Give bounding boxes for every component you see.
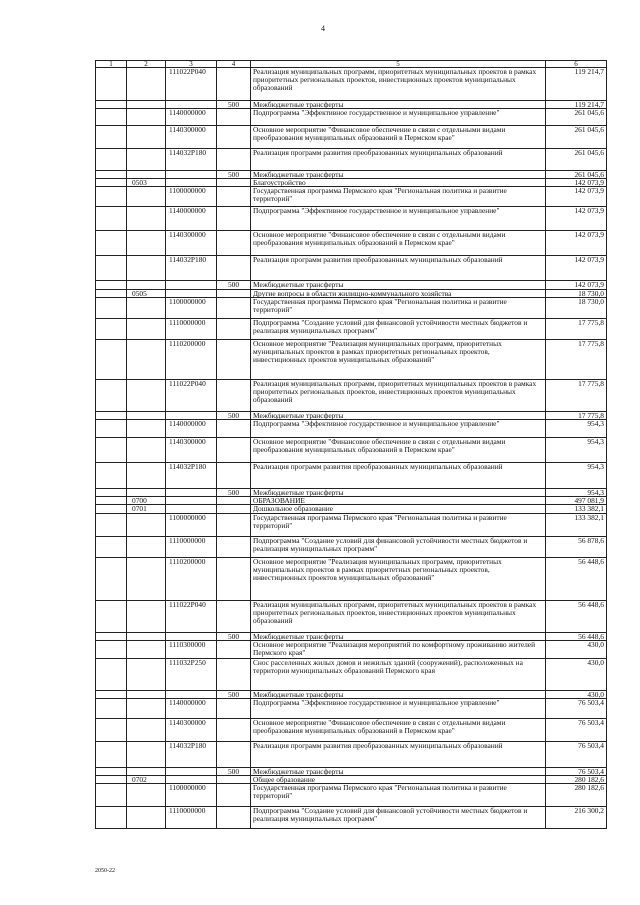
cell-section-code (127, 281, 166, 289)
cell-col1 (96, 691, 127, 698)
table-row (96, 659, 607, 691)
cell-amount: 56 448,6 (546, 558, 607, 600)
cell-expense-type (217, 558, 251, 600)
cell-target-code (166, 281, 217, 289)
cell-col1 (96, 290, 127, 297)
cell-col1 (96, 537, 127, 557)
cell-name: Реализация программ развития преобразованных муниципальных образований (251, 463, 546, 488)
table-row (96, 558, 607, 601)
cell-target-code: 1100000000 (166, 298, 217, 318)
cell-name: Межбюджетные трансферты (251, 412, 546, 419)
table-row (96, 412, 607, 420)
cell-name: Государственная программа Пермского края "Региональная политика и развитие территорий" (251, 187, 546, 206)
cell-col1 (96, 412, 127, 419)
cell-target-code: 1100000000 (166, 784, 217, 806)
cell-section-code (127, 340, 166, 379)
cell-expense-type (217, 784, 251, 806)
cell-amount: 17 775,8 (546, 319, 607, 339)
cell-expense-type (217, 659, 251, 690)
cell-section-code (127, 641, 166, 658)
cell-section-code (127, 109, 166, 125)
cell-col1 (96, 558, 127, 600)
cell-amount: 56 878,6 (546, 537, 607, 557)
cell-target-code: 1140000000 (166, 699, 217, 718)
cell-section-code (127, 784, 166, 806)
table-row (96, 699, 607, 719)
cell-section-code (127, 719, 166, 741)
cell-expense-type (217, 109, 251, 125)
table-row (96, 149, 607, 171)
cell-col1 (96, 489, 127, 496)
table-row (96, 256, 607, 281)
cell-name: Основное мероприятие "Финансовое обеспечение в связи с отдельными видами преобразования муниципальных образований в Пермском крае" (251, 231, 546, 255)
cell-target-code: 1110000000 (166, 807, 217, 828)
cell-col1 (96, 171, 127, 178)
table-row (96, 489, 607, 497)
cell-col1 (96, 505, 127, 513)
cell-target-code (166, 691, 217, 698)
cell-amount: 119 214,7 (546, 101, 607, 108)
cell-name: Подпрограмма "Эффективное государственное и муниципальное управление" (251, 109, 546, 125)
cell-section-code (127, 699, 166, 718)
cell-amount: 76 503,4 (546, 699, 607, 718)
cell-expense-type (217, 126, 251, 148)
cell-target-code: 1140300000 (166, 231, 217, 255)
cell-col1 (96, 438, 127, 462)
table-row (96, 319, 607, 340)
cell-section-code (127, 380, 166, 411)
cell-amount: 142 073,9 (546, 231, 607, 255)
column-number-4: 4 (217, 61, 251, 67)
cell-col1 (96, 149, 127, 170)
cell-col1 (96, 126, 127, 148)
cell-name: Подпрограмма "Создание условий для финансовой устойчивости местных бюджетов и реализация муниципальных программ" (251, 537, 546, 557)
cell-expense-type (217, 380, 251, 411)
cell-expense-type: 500 (217, 171, 251, 178)
cell-target-code: 111022P040 (166, 601, 217, 632)
table-row (96, 290, 607, 298)
cell-expense-type: 500 (217, 633, 251, 640)
cell-amount: 280 182,6 (546, 776, 607, 783)
cell-expense-type (217, 537, 251, 557)
cell-section-code (127, 514, 166, 536)
cell-target-code (166, 412, 217, 419)
cell-target-code: 1110200000 (166, 340, 217, 379)
table-row (96, 126, 607, 149)
table-row (96, 171, 607, 179)
cell-section-code (127, 68, 166, 100)
budget-table (95, 60, 607, 829)
cell-name: Межбюджетные трансферты (251, 281, 546, 289)
cell-name: Межбюджетные трансферты (251, 633, 546, 640)
table-row (96, 691, 607, 699)
cell-amount: 56 448,6 (546, 601, 607, 632)
cell-expense-type (217, 601, 251, 632)
column-number-5: 5 (251, 61, 546, 67)
cell-name: Реализация муниципальных программ, приоритетных муниципальных проектов в рамках приоритетных региональных проектов, инвестиционных проектов муниципальных образований (251, 601, 546, 632)
cell-name: Межбюджетные трансферты (251, 489, 546, 496)
cell-name: Государственная программа Пермского края "Региональная политика и развитие территорий" (251, 514, 546, 536)
table-row (96, 463, 607, 489)
cell-col1 (96, 633, 127, 640)
cell-target-code: 114032P180 (166, 463, 217, 488)
cell-col1 (96, 641, 127, 658)
cell-expense-type (217, 187, 251, 206)
table-row (96, 719, 607, 742)
cell-amount: 261 045,6 (546, 109, 607, 125)
cell-col1 (96, 776, 127, 783)
cell-target-code: 1140300000 (166, 719, 217, 741)
cell-section-code (127, 171, 166, 178)
cell-target-code (166, 179, 217, 186)
cell-expense-type (217, 340, 251, 379)
table-row (96, 497, 607, 505)
cell-target-code: 114032P180 (166, 149, 217, 170)
table-row (96, 742, 607, 768)
cell-name: Подпрограмма "Эффективное государственное и муниципальное управление" (251, 420, 546, 437)
table-row (96, 179, 607, 187)
cell-target-code: 1100000000 (166, 187, 217, 206)
cell-target-code (166, 101, 217, 108)
cell-section-code (127, 319, 166, 339)
cell-amount: 430,0 (546, 641, 607, 658)
cell-target-code (166, 633, 217, 640)
cell-name: Подпрограмма "Создание условий для финансовой устойчивости местных бюджетов и реализация муниципальных программ" (251, 319, 546, 339)
cell-col1 (96, 463, 127, 488)
cell-amount: 142 073,9 (546, 179, 607, 186)
cell-expense-type (217, 298, 251, 318)
table-row (96, 641, 607, 659)
cell-amount: 954,3 (546, 420, 607, 437)
table-row (96, 438, 607, 463)
cell-target-code (166, 768, 217, 775)
cell-section-code (127, 231, 166, 255)
table-row (96, 776, 607, 784)
cell-col1 (96, 298, 127, 318)
cell-name: Основное мероприятие "Реализация муниципальных программ, приоритетных муниципальных проектов в рамках приоритетных региональных проектов, инвестиционных проектов муниципальных образований" (251, 340, 546, 379)
cell-section-code: 0505 (127, 290, 166, 297)
cell-col1 (96, 281, 127, 289)
cell-col1 (96, 807, 127, 828)
cell-target-code (166, 290, 217, 297)
column-number-2: 2 (127, 61, 166, 67)
table-row (96, 207, 607, 231)
cell-name: Реализация программ развития преобразованных муниципальных образований (251, 256, 546, 280)
cell-name: Основное мероприятие "Реализация мероприятий по комфортному проживанию жителей Пермского края" (251, 641, 546, 658)
column-number-3: 3 (166, 61, 217, 67)
cell-col1 (96, 68, 127, 100)
table-row (96, 514, 607, 537)
cell-expense-type: 500 (217, 489, 251, 496)
cell-name: Реализация муниципальных программ, приоритетных муниципальных проектов в рамках приоритетных региональных проектов, инвестиционных проектов муниципальных образований (251, 380, 546, 411)
cell-col1 (96, 179, 127, 186)
cell-amount: 18 730,0 (546, 290, 607, 297)
cell-amount: 17 775,8 (546, 412, 607, 419)
cell-expense-type (217, 179, 251, 186)
cell-target-code: 1110000000 (166, 537, 217, 557)
cell-amount: 954,3 (546, 489, 607, 496)
cell-section-code (127, 187, 166, 206)
cell-col1 (96, 659, 127, 690)
table-row (96, 807, 607, 829)
table-row (96, 298, 607, 319)
cell-col1 (96, 514, 127, 536)
cell-expense-type: 500 (217, 281, 251, 289)
cell-name: ОБРАЗОВАНИЕ (251, 497, 546, 504)
cell-amount: 18 730,0 (546, 298, 607, 318)
cell-col1 (96, 187, 127, 206)
cell-target-code: 1140000000 (166, 109, 217, 125)
cell-target-code: 1110300000 (166, 641, 217, 658)
cell-name: Общее образование (251, 776, 546, 783)
cell-amount: 142 073,9 (546, 281, 607, 289)
cell-expense-type: 500 (217, 412, 251, 419)
cell-target-code: 111022P040 (166, 68, 217, 100)
cell-expense-type (217, 807, 251, 828)
cell-name: Реализация муниципальных программ, приоритетных муниципальных проектов в рамках приоритетных региональных проектов, инвестиционных проектов муниципальных образований (251, 68, 546, 100)
cell-col1 (96, 380, 127, 411)
cell-amount: 133 382,1 (546, 505, 607, 513)
cell-target-code (166, 776, 217, 783)
cell-expense-type: 500 (217, 101, 251, 108)
cell-col1 (96, 109, 127, 125)
cell-expense-type (217, 319, 251, 339)
cell-target-code: 111032P250 (166, 659, 217, 690)
cell-target-code: 1140300000 (166, 438, 217, 462)
cell-name: Межбюджетные трансферты (251, 768, 546, 775)
cell-section-code (127, 489, 166, 496)
cell-section-code: 0503 (127, 179, 166, 186)
cell-target-code (166, 497, 217, 504)
cell-col1 (96, 340, 127, 379)
cell-name: Дошкольное образование (251, 505, 546, 513)
table-row (96, 420, 607, 438)
cell-section-code: 0700 (127, 497, 166, 504)
cell-name: Подпрограмма "Создание условий для финансовой устойчивости местных бюджетов и реализация муниципальных программ" (251, 807, 546, 828)
cell-col1 (96, 497, 127, 504)
cell-amount: 56 448,6 (546, 633, 607, 640)
cell-target-code (166, 489, 217, 496)
table-row (96, 633, 607, 641)
cell-section-code (127, 807, 166, 828)
cell-expense-type: 500 (217, 768, 251, 775)
cell-name: Благоустройство (251, 179, 546, 186)
table-row (96, 231, 607, 256)
table-row (96, 340, 607, 380)
cell-name: Межбюджетные трансферты (251, 691, 546, 698)
cell-name: Государственная программа Пермского края "Региональная политика и развитие территорий" (251, 298, 546, 318)
table-row (96, 784, 607, 807)
cell-section-code (127, 298, 166, 318)
cell-name: Снос расселенных жилых домов и нежилых зданий (сооружений), расположенных на территории муниципальных образований Пермского края (251, 659, 546, 690)
cell-col1 (96, 420, 127, 437)
cell-section-code (127, 420, 166, 437)
cell-expense-type (217, 497, 251, 504)
cell-expense-type (217, 505, 251, 513)
cell-section-code (127, 768, 166, 775)
table-row (96, 768, 607, 776)
cell-target-code: 1110200000 (166, 558, 217, 600)
cell-name: Основное мероприятие "Финансовое обеспечение в связи с отдельными видами преобразования муниципальных образований в Пермском крае" (251, 719, 546, 741)
cell-name: Реализация программ развития преобразованных муниципальных образований (251, 149, 546, 170)
cell-expense-type (217, 256, 251, 280)
cell-name: Основное мероприятие "Финансовое обеспечение в связи с отдельными видами преобразования муниципальных образований в Пермском крае" (251, 126, 546, 148)
cell-col1 (96, 601, 127, 632)
cell-target-code: 114032P180 (166, 742, 217, 767)
cell-col1 (96, 101, 127, 108)
document-code: 2050-22 (95, 868, 115, 874)
cell-name: Подпрограмма "Эффективное государственное и муниципальное управление" (251, 699, 546, 718)
cell-target-code: 1140300000 (166, 126, 217, 148)
cell-target-code: 1100000000 (166, 514, 217, 536)
cell-col1 (96, 784, 127, 806)
cell-target-code: 114032P180 (166, 256, 217, 280)
cell-col1 (96, 742, 127, 767)
cell-amount: 119 214,7 (546, 68, 607, 100)
cell-section-code (127, 601, 166, 632)
cell-amount: 954,3 (546, 438, 607, 462)
cell-expense-type (217, 776, 251, 783)
cell-name: Другие вопросы в области жилищно-коммунального хозяйства (251, 290, 546, 297)
cell-section-code (127, 742, 166, 767)
cell-target-code: 1140000000 (166, 207, 217, 230)
cell-section-code (127, 101, 166, 108)
cell-amount: 76 503,4 (546, 742, 607, 767)
cell-section-code (127, 438, 166, 462)
cell-amount: 142 073,9 (546, 207, 607, 230)
cell-amount: 430,0 (546, 659, 607, 690)
cell-target-code (166, 505, 217, 513)
column-number-6: 6 (546, 61, 607, 67)
cell-expense-type: 500 (217, 691, 251, 698)
cell-expense-type (217, 207, 251, 230)
cell-amount: 261 045,6 (546, 171, 607, 178)
cell-amount: 261 045,6 (546, 126, 607, 148)
cell-col1 (96, 207, 127, 230)
cell-expense-type (217, 420, 251, 437)
table-row (96, 68, 607, 101)
cell-name: Государственная программа Пермского края "Региональная политика и развитие территорий" (251, 784, 546, 806)
cell-name: Основное мероприятие "Реализация муниципальных программ, приоритетных муниципальных проектов в рамках приоритетных региональных проектов, инвестиционных проектов муниципальных образований" (251, 558, 546, 600)
cell-col1 (96, 256, 127, 280)
cell-amount: 133 382,1 (546, 514, 607, 536)
cell-target-code (166, 171, 217, 178)
cell-section-code (127, 207, 166, 230)
page-number: 4 (321, 24, 325, 33)
cell-amount: 216 300,2 (546, 807, 607, 828)
cell-expense-type (217, 149, 251, 170)
cell-amount: 497 081,9 (546, 497, 607, 504)
table-row (96, 101, 607, 109)
cell-col1 (96, 768, 127, 775)
cell-expense-type (217, 68, 251, 100)
cell-target-code: 1140000000 (166, 420, 217, 437)
table-row (96, 187, 607, 207)
column-number-1: 1 (96, 61, 127, 67)
table-header-row (96, 61, 607, 68)
cell-section-code (127, 633, 166, 640)
cell-target-code: 111022P040 (166, 380, 217, 411)
cell-name: Основное мероприятие "Финансовое обеспечение в связи с отдельными видами преобразования муниципальных образований в Пермском крае" (251, 438, 546, 462)
cell-amount: 76 503,4 (546, 719, 607, 741)
cell-col1 (96, 319, 127, 339)
cell-amount: 142 073,9 (546, 187, 607, 206)
cell-expense-type (217, 438, 251, 462)
cell-col1 (96, 699, 127, 718)
cell-section-code (127, 126, 166, 148)
cell-section-code: 0702 (127, 776, 166, 783)
table-row (96, 109, 607, 126)
cell-amount: 430,0 (546, 691, 607, 698)
cell-name: Межбюджетные трансферты (251, 171, 546, 178)
cell-expense-type (217, 290, 251, 297)
cell-amount: 261 045,6 (546, 149, 607, 170)
table-row (96, 601, 607, 633)
cell-amount: 280 182,6 (546, 784, 607, 806)
cell-amount: 142 073,9 (546, 256, 607, 280)
cell-section-code (127, 659, 166, 690)
cell-section-code (127, 558, 166, 600)
cell-expense-type (217, 231, 251, 255)
cell-section-code (127, 412, 166, 419)
cell-expense-type (217, 463, 251, 488)
cell-amount: 17 775,8 (546, 380, 607, 411)
cell-expense-type (217, 641, 251, 658)
cell-section-code (127, 463, 166, 488)
table-row (96, 281, 607, 290)
cell-expense-type (217, 514, 251, 536)
cell-expense-type (217, 719, 251, 741)
cell-name: Реализация программ развития преобразованных муниципальных образований (251, 742, 546, 767)
cell-amount: 954,3 (546, 463, 607, 488)
table-row (96, 537, 607, 558)
cell-col1 (96, 231, 127, 255)
cell-section-code (127, 256, 166, 280)
cell-amount: 76 503,4 (546, 768, 607, 775)
cell-target-code: 1110000000 (166, 319, 217, 339)
cell-amount: 17 775,8 (546, 340, 607, 379)
cell-section-code (127, 537, 166, 557)
cell-name: Подпрограмма "Эффективное государственное и муниципальное управление" (251, 207, 546, 230)
cell-col1 (96, 719, 127, 741)
cell-section-code: 0701 (127, 505, 166, 513)
cell-section-code (127, 691, 166, 698)
cell-name: Межбюджетные трансферты (251, 101, 546, 108)
cell-expense-type (217, 699, 251, 718)
table-row (96, 380, 607, 412)
table-row (96, 505, 607, 514)
cell-expense-type (217, 742, 251, 767)
cell-section-code (127, 149, 166, 170)
